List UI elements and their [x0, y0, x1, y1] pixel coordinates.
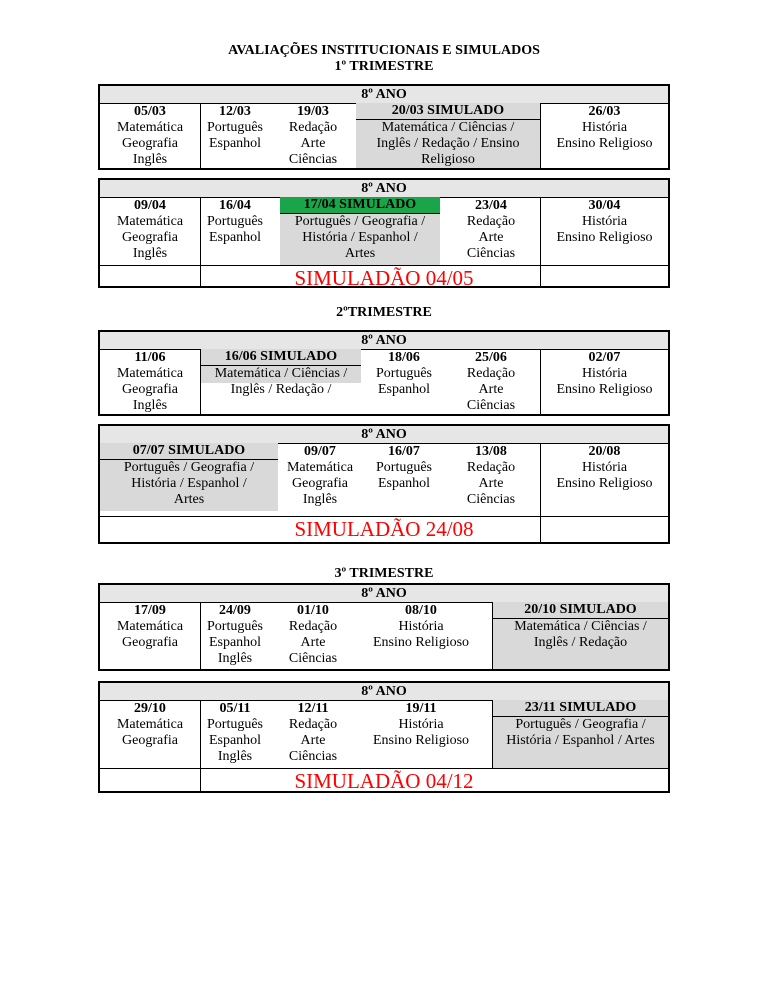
exam-subjects: Português Espanhol	[376, 366, 432, 397]
exam-subjects: Redação Arte Ciências	[466, 214, 516, 261]
exam-date: 05/11	[219, 701, 251, 716]
exam-cell	[280, 444, 360, 508]
grade-header: 8º ANO	[100, 683, 668, 701]
exam-cell	[541, 350, 668, 398]
trimester-1-title: 1º TRIMESTRE	[334, 59, 434, 74]
exam-date: 29/10	[134, 701, 166, 716]
exam-date: 23/11 SIMULADO	[493, 700, 668, 717]
exam-subjects: Português / Geografia / História / Espanhol / Artes	[123, 460, 255, 507]
exam-subjects: Português / Geografia / História / Espanhol / Artes	[294, 214, 426, 261]
schedule-block-6	[98, 681, 670, 793]
exam-subjects: Matemática Geografia	[116, 717, 184, 748]
grade-header: 8º ANO	[100, 86, 668, 104]
exam-date: 17/04 SIMULADO	[280, 197, 440, 214]
exam-date: 01/10	[297, 603, 329, 618]
exam-date: 07/07 SIMULADO	[100, 443, 278, 460]
exam-cell	[362, 350, 446, 398]
exam-cell	[201, 104, 269, 152]
exam-date: 20/10 SIMULADO	[493, 602, 668, 619]
grade-header: 8º ANO	[100, 585, 668, 603]
exam-date: 09/04	[134, 198, 166, 213]
exam-date: 05/03	[134, 104, 166, 119]
exam-cell	[100, 701, 200, 749]
exam-cell	[541, 198, 668, 246]
exam-cell	[362, 444, 446, 492]
exam-date: 11/06	[134, 350, 166, 365]
simuladao-label: SIMULADÃO 04/12	[294, 769, 474, 793]
exam-date: 19/11	[405, 701, 437, 716]
exam-subjects: Português / Geografia / História / Espanhol / Artes	[506, 717, 655, 748]
exam-cell	[201, 603, 269, 667]
trimester-2-title: 2ºTRIMESTRE	[336, 305, 432, 320]
exam-cell	[541, 444, 668, 492]
simulado-cell	[100, 443, 278, 511]
exam-subjects: História Ensino Religioso	[372, 619, 470, 650]
exam-cell	[100, 603, 200, 651]
exam-subjects: Redação Arte Ciências	[466, 460, 516, 507]
exam-cell	[270, 603, 356, 667]
exam-date: 20/03 SIMULADO	[356, 103, 540, 120]
exam-cell	[446, 350, 536, 414]
exam-subjects: Português Espanhol Inglês	[207, 619, 263, 666]
exam-date: 25/06	[475, 350, 507, 365]
exam-cell	[100, 198, 200, 262]
simuladao-label: SIMULADÃO 04/05	[294, 266, 474, 290]
exam-subjects: História Ensino Religioso	[556, 214, 653, 245]
trimester-3-title: 3º TRIMESTRE	[334, 566, 434, 581]
exam-subjects: História Ensino Religioso	[556, 366, 653, 397]
exam-cell	[270, 104, 356, 168]
exam-cell	[356, 701, 486, 749]
exam-date: 24/09	[219, 603, 251, 618]
exam-date: 18/06	[388, 350, 420, 365]
exam-subjects: Matemática / Ciências / Inglês / Redação	[514, 619, 647, 650]
exam-subjects: Matemática Geografia Inglês	[116, 366, 184, 413]
simulado-cell	[492, 700, 668, 768]
exam-subjects: Matemática Geografia Inglês	[116, 120, 184, 167]
exam-subjects: Matemática Geografia Inglês	[116, 214, 184, 261]
exam-date: 19/03	[297, 104, 329, 119]
exam-date: 20/08	[588, 444, 621, 459]
exam-date: 02/07	[588, 350, 621, 365]
grade-header: 8º ANO	[100, 426, 668, 444]
exam-subjects: Português Espanhol	[376, 460, 432, 491]
exam-date: 17/09	[134, 603, 166, 618]
exam-date: 09/07	[304, 444, 336, 459]
grade-header: 8º ANO	[100, 332, 668, 350]
exam-subjects: História Ensino Religioso	[556, 120, 653, 151]
exam-cell	[100, 350, 200, 414]
exam-subjects: Redação Arte Ciências	[288, 717, 338, 764]
exam-date: 12/03	[219, 104, 251, 119]
exam-date: 30/04	[588, 198, 621, 213]
simulado-cell	[356, 103, 540, 168]
exam-cell	[201, 701, 269, 765]
exam-cell	[446, 444, 536, 508]
exam-date: 23/04	[475, 198, 507, 213]
schedule-block-5	[98, 583, 670, 671]
exam-cell	[100, 104, 200, 168]
exam-cell	[541, 104, 668, 152]
exam-cell	[446, 198, 536, 262]
exam-date: 26/03	[588, 104, 621, 119]
exam-cell	[356, 603, 486, 651]
exam-subjects: Matemática Geografia	[116, 619, 184, 650]
exam-subjects: História Ensino Religioso	[372, 717, 470, 748]
exam-subjects: História Ensino Religioso	[556, 460, 653, 491]
exam-subjects: Português Espanhol Inglês	[207, 717, 263, 764]
simulado-cell	[280, 197, 440, 265]
exam-subjects: Matemática / Ciências / Inglês / Redação / Ensino Religioso	[376, 120, 520, 167]
exam-subjects: Redação Arte Ciências	[288, 120, 338, 167]
simulado-cell	[201, 349, 361, 397]
exam-date: 16/06 SIMULADO	[201, 349, 361, 366]
schedule-block-2	[98, 178, 670, 288]
schedule-block-1	[98, 84, 670, 170]
exam-date: 16/07	[388, 444, 420, 459]
schedule-block-3	[98, 330, 670, 416]
exam-subjects: Português Espanhol	[207, 214, 263, 245]
exam-subjects: Português Espanhol	[207, 120, 263, 151]
schedule-block-4	[98, 424, 670, 544]
exam-date: 13/08	[475, 444, 507, 459]
exam-subjects: Matemática Geografia Inglês	[286, 460, 354, 507]
exam-cell	[270, 701, 356, 765]
exam-cell	[201, 198, 269, 246]
exam-date: 16/04	[219, 198, 251, 213]
exam-date: 08/10	[405, 603, 437, 618]
exam-subjects: Matemática / Ciências / Inglês / Redação /	[214, 366, 348, 397]
exam-subjects: Redação Arte Ciências	[466, 366, 516, 413]
exam-date: 12/11	[297, 701, 329, 716]
exam-subjects: Redação Arte Ciências	[288, 619, 338, 666]
simuladao-label: SIMULADÃO 24/08	[294, 517, 474, 541]
simulado-cell	[492, 602, 668, 669]
document-title: AVALIAÇÕES INSTITUCIONAIS E SIMULADOS	[228, 43, 540, 58]
grade-header: 8º ANO	[100, 180, 668, 198]
